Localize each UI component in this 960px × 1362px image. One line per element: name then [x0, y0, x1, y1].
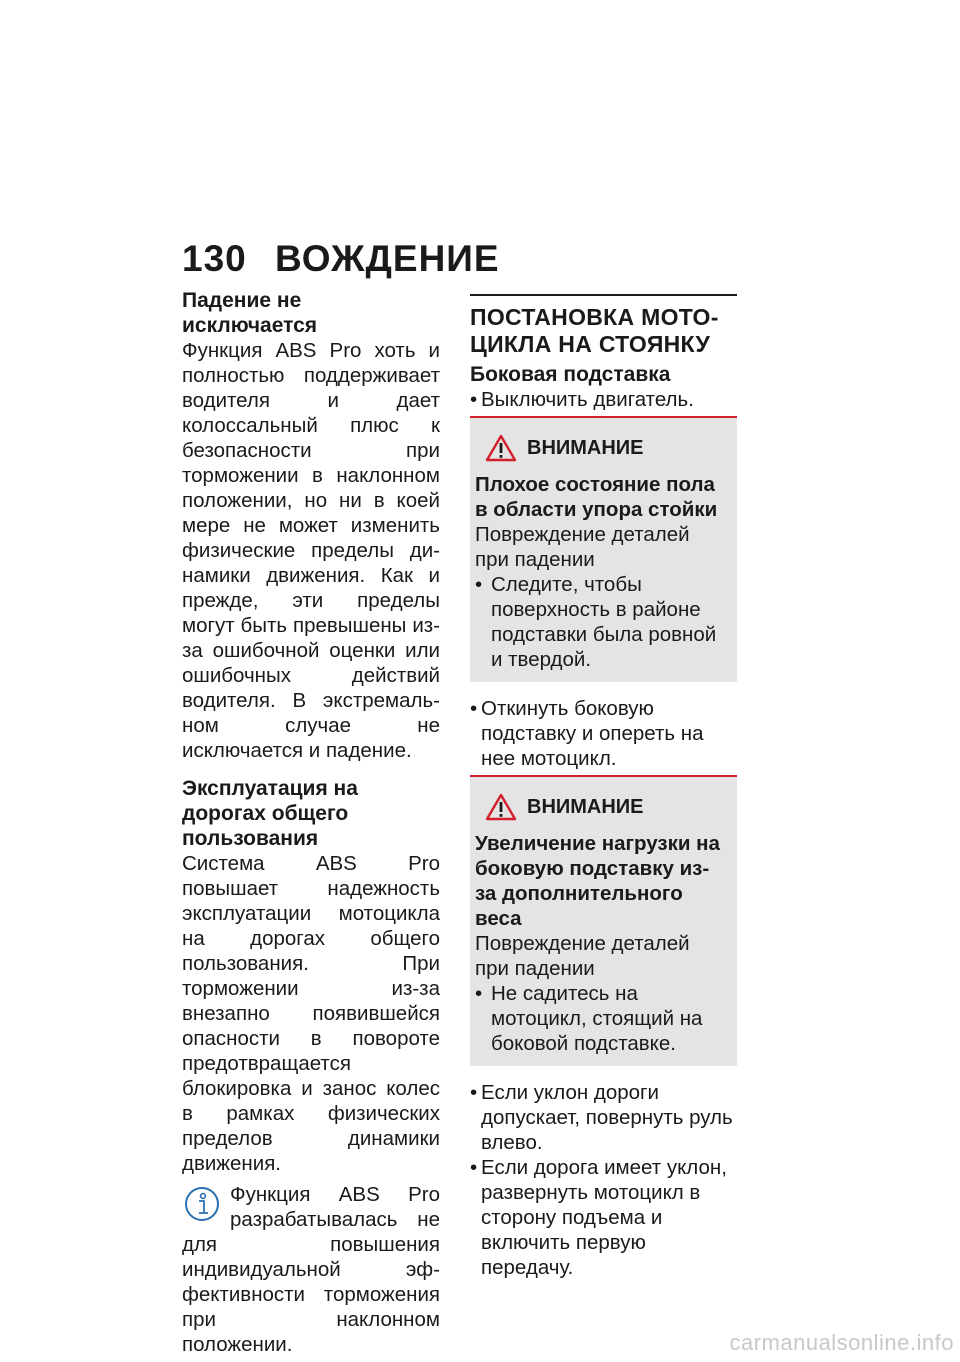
info-text: Функция ABS Pro разрабатывалась не для повышения индивидуальной эффективности торможения при наклонном положении. — [182, 1183, 440, 1356]
warning-heading: Увеличение нагрузки на боковую подставку из-за дополнительного веса — [475, 832, 720, 930]
page-number: 130 — [182, 238, 247, 279]
warning-triangle-icon — [485, 793, 517, 821]
warning-title — [485, 434, 729, 462]
step-item: • Выключить двигатель. — [470, 388, 694, 411]
section-heading-public-roads: Эксплуатация на дорогах общего пользования — [182, 777, 358, 850]
warning-label: ВНИМАНИЕ — [527, 436, 644, 459]
info-icon — [184, 1186, 220, 1222]
paragraph-fall: Функция ABS Pro хоть и полностью поддерживает водителя и дает колоссальный плюс к безопасности при торможении в наклонном положении, но ни в коей мере не может изменить физические пределы динамики движения. Как и прежде, эти пределы могут быть превышены из-за ошибочной оценки или ошибочных действий водителя. В экстремальном случае не исключается и падение. — [182, 339, 440, 762]
info-note — [182, 1182, 440, 1357]
warning-label: ВНИМАНИЕ — [527, 795, 644, 818]
warning-action: • Не садитесь на мотоцикл, стоящий на боковой подставке. — [475, 982, 703, 1055]
paragraph-public-roads: Система ABS Pro повышает надежность эксплуатации мотоцикла на дорогах общего пользования. При торможении из-за внезапно появившейся опасности в повороте предотвращается блокировка и занос колес в рамках физических пределов динамики движения. — [182, 852, 440, 1175]
warning-action: • Следите, чтобы поверхность в районе подставки была ровной и твердой. — [475, 573, 717, 671]
warning-box-load — [470, 775, 737, 1066]
warning-box-floor — [470, 416, 737, 682]
section-rule — [470, 294, 737, 296]
warning-consequence: Повреждение деталей при падении — [475, 932, 690, 980]
step-item: • Откинуть боковую подставку и опереть на нее мотоцикл. — [470, 697, 704, 770]
right-column — [470, 294, 737, 1280]
chapter-title: ВОЖДЕНИЕ — [275, 238, 500, 279]
page-header — [182, 238, 500, 280]
section-title-parking: ПОСТАНОВКА МОТОЦИКЛА НА СТОЯНКУ — [470, 304, 719, 357]
warning-consequence: Повреждение деталей при падении — [475, 523, 690, 571]
warning-title — [485, 793, 729, 821]
step-item: • Если дорога имеет уклон, развернуть мотоцикл в сторону подъема и включить первую передачу. — [470, 1156, 727, 1279]
step-item: • Если уклон дороги допускает, повернуть руль влево. — [470, 1081, 733, 1154]
warning-heading: Плохое состояние пола в области упора стойки — [475, 473, 718, 521]
subsection-side-stand: Боковая подставка — [470, 363, 671, 386]
left-column — [182, 288, 440, 1357]
warning-triangle-icon — [485, 434, 517, 462]
section-heading-fall: Падение не исключается — [182, 289, 318, 337]
watermark: carmanualsonline.info — [729, 1330, 954, 1355]
